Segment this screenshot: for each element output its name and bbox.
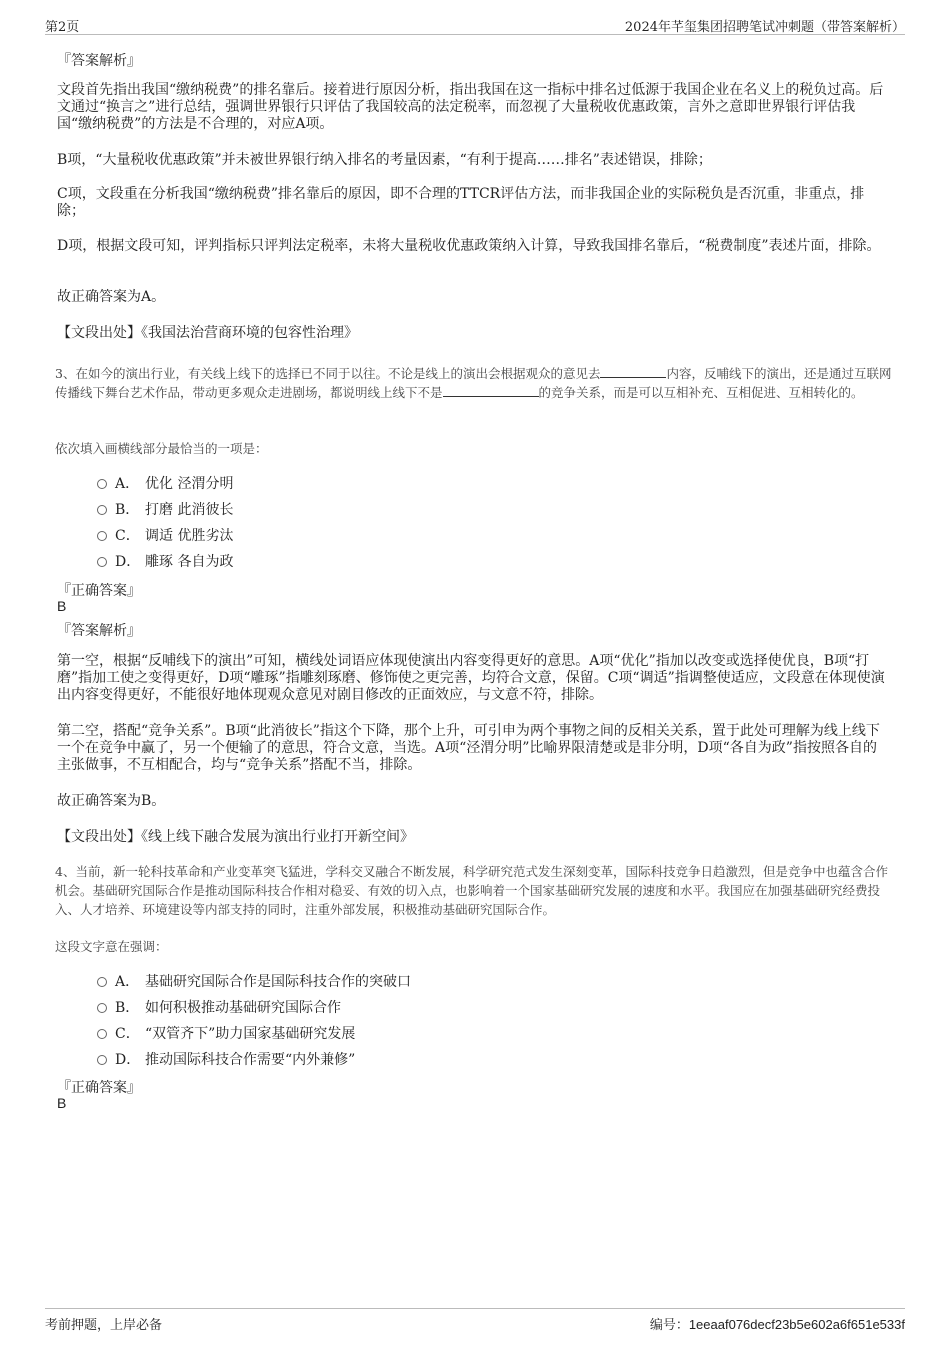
option-letter: C．: [115, 1026, 140, 1042]
analysis-paragraph: C项，文段重在分析我国“缴纳税费”排名靠后的原因，即不合理的TTCR评估方法，而非我国企业的实际税负是否沉重，非重点，排除；: [57, 186, 865, 219]
document-code: [650, 1314, 905, 1333]
radio-icon[interactable]: [97, 1003, 107, 1013]
page-header: [45, 14, 905, 35]
footer-slogan: 考前押题，上岸必备: [45, 1318, 163, 1333]
question-stem-part: 3、在如今的演出行业，有关线上线下的选择已不同于以往。不论是线上的演出会根据观众的意见去: [55, 366, 601, 381]
option-text: 优化 泾渭分明: [145, 476, 234, 492]
fill-blank: [600, 365, 666, 378]
analysis-label: 『答案解析』: [57, 623, 141, 639]
source-citation: 【文段出处】《线上线下融合发展为演出行业打开新空间》: [57, 829, 414, 845]
question-stem-part: 的竞争关系，而是可以互相补充、互相促进、互相转化的。: [538, 385, 864, 400]
correct-answer-label: 『正确答案』: [57, 1080, 141, 1096]
option-letter: B．: [115, 502, 140, 518]
question-prompt: 这段文字意在强调：: [55, 939, 168, 954]
option-text: 基础研究国际合作是国际科技合作的突破口: [145, 974, 411, 990]
option-letter: A．: [115, 974, 140, 990]
radio-icon[interactable]: [97, 479, 107, 489]
question-stem: 4、当前，新一轮科技革命和产业变革突飞猛进，学科交叉融合不断发展，科学研究范式发生深刻变革，国际科技竞争日趋激烈，但是竞争中也蕴含合作机会。基础研究国际合作是推动国际科技合作相对稳妥、有效的切入点，也影响着一个国家基础研究发展的速度和水平。我国应在加强基础研究经费投入、人才培养、环境建设等内部支持的同时，注重外部发展，积极推动基础研究国际合作。: [55, 864, 888, 917]
analysis-paragraph: 文段首先指出我国“缴纳税费”的排名靠后。接着进行原因分析，指出我国在这一指标中排名过低源于我国企业在名义上的税负过高。后文通过“换言之”进行总结，强调世界银行只评估了我国较高的法定税率，而忽视了大量税收优惠政策，言外之意即世界银行评估我国“缴纳税费”的方法是不合理的，对应A项。: [57, 82, 884, 132]
option-text: 雕琢 各自为政: [145, 554, 234, 570]
option-letter: D．: [115, 554, 141, 570]
correct-answer: B: [57, 598, 67, 614]
option-letter: C．: [115, 528, 140, 544]
radio-icon[interactable]: [97, 505, 107, 515]
option-letter: D．: [115, 1052, 141, 1068]
radio-icon[interactable]: [97, 531, 107, 541]
code-value: 1eeaaf076decf23b5e602a6f651e533f: [688, 1317, 905, 1332]
analysis-paragraph: B项，“大量税收优惠政策”并未被世界银行纳入排名的考量因素，“有利于提高……排名”表述错误，排除；: [57, 152, 712, 168]
radio-icon[interactable]: [97, 977, 107, 987]
page-number: 第2页: [45, 20, 80, 35]
radio-icon[interactable]: [97, 1055, 107, 1065]
analysis-paragraph: 第一空，根据“反哺线下的演出”可知，横线处词语应体现使演出内容变得更好的意思。A项“优化”指加以改变或选择使优良，B项“打磨”指加工使之变得更好，D项“雕琢”指雕刻琢磨、修饰使之更完善，均符合文意，保留。C项“调适”指调整使适应，文段意在体现使演出内容变得更好，不能很好地体现观众意见对剧目修改的正面效应，与文意不符，排除。: [57, 653, 885, 703]
correct-answer-label: 『正确答案』: [57, 583, 141, 599]
correct-answer: B: [57, 1095, 67, 1111]
page-footer: [45, 1308, 905, 1333]
conclusion-text: 故正确答案为B。: [57, 793, 166, 809]
option-letter: B．: [115, 1000, 140, 1016]
radio-icon[interactable]: [97, 557, 107, 567]
code-label: 编号：: [649, 1318, 689, 1333]
option-text: 调适 优胜劣汰: [145, 528, 234, 544]
document-title: 2024年芊玺集团招聘笔试冲刺题（带答案解析）: [624, 20, 905, 35]
option-text: “双管齐下”助力国家基础研究发展: [145, 1026, 356, 1042]
fill-blank: [443, 384, 539, 397]
option-text: 如何积极推动基础研究国际合作: [145, 1000, 341, 1016]
option-text: 推动国际科技合作需要“内外兼修”: [145, 1052, 356, 1068]
option-text: 打磨 此消彼长: [145, 502, 234, 518]
analysis-label: 『答案解析』: [57, 53, 141, 69]
analysis-paragraph: D项，根据文段可知，评判指标只评判法定税率，未将大量税收优惠政策纳入计算，导致我国排名靠后，“税费制度”表述片面，排除。: [57, 238, 881, 254]
conclusion-text: 故正确答案为A。: [57, 289, 166, 305]
option-letter: A．: [115, 476, 140, 492]
radio-icon[interactable]: [97, 1029, 107, 1039]
source-citation: 【文段出处】《我国法治营商环境的包容性治理》: [57, 325, 358, 341]
question-stem: [55, 364, 897, 402]
question-stem-part: 内容，反哺线下的演出，还是通过互联网传播线下舞台艺术作品，带动更多观众走进剧场，都说明线上线下不是: [55, 366, 892, 400]
question-prompt: 依次填入画横线部分最恰当的一项是：: [55, 441, 268, 456]
analysis-paragraph: 第二空，搭配“竞争关系”。B项“此消彼长”指这个下降，那个上升，可引申为两个事物之间的反相关关系，置于此处可理解为线上线下一个在竞争中赢了，另一个便输了的意思，符合文意，当选。A项“泾渭分明”比喻界限清楚或是非分明，D项“各自为政”指按照各自的主张做事，不互相配合，均与“竞争关系”搭配不当，排除。: [57, 723, 880, 773]
